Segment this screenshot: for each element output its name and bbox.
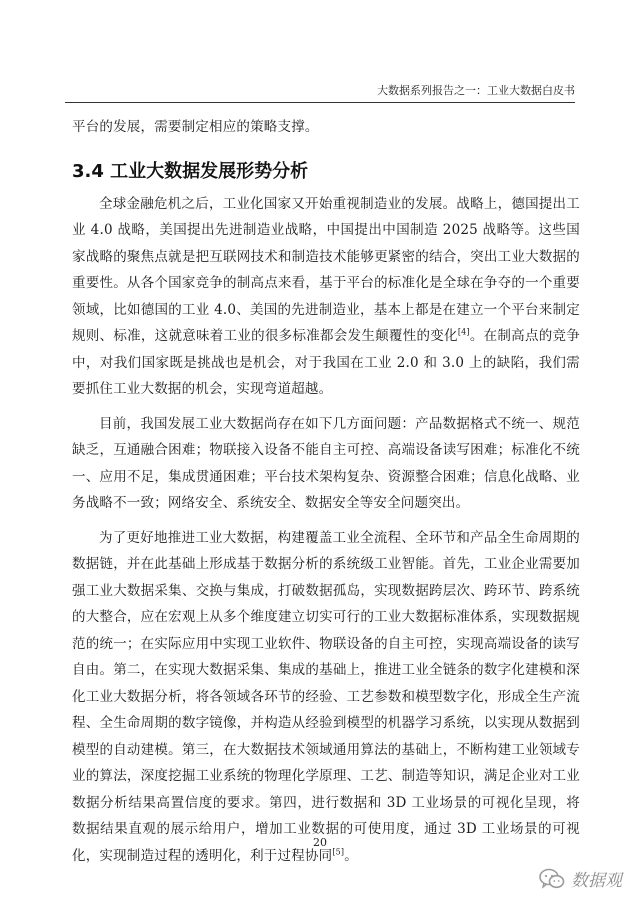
header-title: 大数据系列报告之一：工业大数据白皮书 xyxy=(377,84,575,97)
paragraph-2 xyxy=(72,411,580,517)
page-content xyxy=(72,114,580,869)
paragraph-3-text: 为了更好地推进工业大数据，构建覆盖工业全流程、全环节和产品全生命周期的数据链，并在此基础上形成基于数据分析的系统级工业智能。首先，工业企业需要加强工业大数据采集、交换与集成，打破数据孤岛，实现数据跨层次、跨环节、跨系统的大整合，应在宏观上从多个维度建立切实可行的工业大数据标准体系，实现数据规范的统一；在实际应用中实现工业软件、物联设备的自主可控，实现高端设备的读写自由。第二，在实现大数据采集、集成的基础上，推进工业全链条的数字化建模和深化工业大数据分析，将各领域各环节的经验、工艺参数和模型数字化，形成全生产流程、全生命周期的数字镜像，并构造从经验到模型的机器学习系统，以实现从数据到模型的自动建模。第三，在大数据技术领域通用算法的基础上，不断构建工业领域专业的算法，深度挖掘工业系统的物理化学原理、工艺、制造等知识，满足企业对工业数据分析结果高置信度的要求。第四，进行数据和 3D 工业场景的可视化呈现，将数据结果直观的展示给用户，增加工业数据的可使用度，通过 3D 工业场景的可视化，实现制造过程的透明化，利于过程协同 xyxy=(72,529,580,864)
paragraph-1-text: 全球金融危机之后，工业化国家又开始重视制造业的发展。战略上，德国提出工业 4.0 战略，美国提出先进制造业战略，中国提出中国制造 2025 战略等。这些国家战略的聚焦点就是把互联网技术和制造技术能够更紧密的结合，突出工业大数据的重要性。从各个国家竞争的制高点来看，基于平台的标准化是全球在争夺的一个重要领域，比如德国的工业 4.0、美国的先进制造业，基本上都是在建立一个平台来制定规则、标准，这就意味着工业的很多标准都会发生颠覆性的变化 xyxy=(72,195,580,344)
page-header xyxy=(65,78,575,103)
section-heading: 3.4 工业大数据发展形势分析 xyxy=(72,160,309,182)
paragraph-3 xyxy=(72,525,580,870)
watermark xyxy=(539,866,622,891)
page-number: 20 xyxy=(313,836,327,849)
paragraph-3-text-after: 。 xyxy=(344,847,358,864)
paragraph-1-text-after: 。在制高点的竞争中，对我们国家既是挑战也是机会，对于我国在工业 2.0 和 3.0 上的缺陷，我们需要抓住工业大数据的机会，实现弯道超越。 xyxy=(72,328,580,397)
reference-4: [4] xyxy=(457,327,470,337)
paragraph-2-text: 目前，我国发展工业大数据尚存在如下几方面问题：产品数据格式不统一、规范缺乏，互通融合困难；物联接入设备不能自主可控、高端设备读写困难；标准化不统一、应用不足，集成贯通困难；平台技术架构复杂、资源整合困难；信息化战略、业务战略不一致；网络安全、系统安全、数据安全等安全问题突出。 xyxy=(72,415,580,511)
paragraph-1 xyxy=(72,191,580,403)
watermark-text: 数据观 xyxy=(571,871,622,891)
wechat-icon xyxy=(539,868,565,890)
intro-line: 平台的发展，需要制定相应的策略支撑。 xyxy=(72,119,319,135)
reference-5: [5] xyxy=(332,847,345,856)
